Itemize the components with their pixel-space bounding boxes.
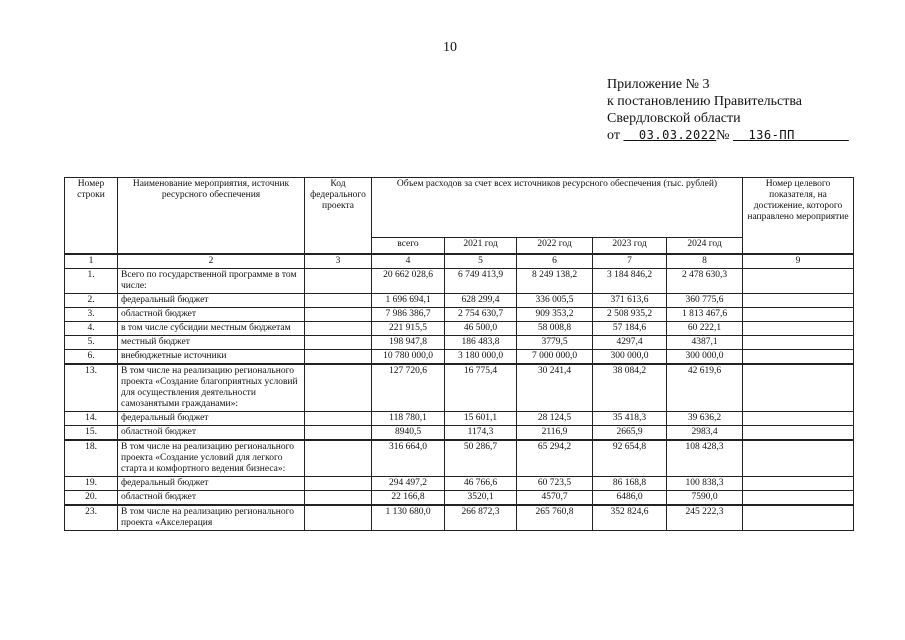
cell-y2023: 2 508 935,2 [593,308,667,322]
cell-y2024: 7590,0 [667,491,743,506]
cell-code [305,322,372,336]
cell-total: 8940,5 [372,426,445,441]
cell-num: 19. [65,477,118,491]
cell-y2022: 336 005,5 [517,294,593,308]
cell-name: федеральный бюджет [118,294,305,308]
header-target: Номер целевого показателя, на достижение, которого направлено мероприятие [743,178,854,255]
cell-y2022: 8 249 138,2 [517,269,593,294]
cell-total: 294 497,2 [372,477,445,491]
cell-total: 1 130 680,0 [372,505,445,531]
cell-num: 14. [65,412,118,426]
cell-y2022: 4570,7 [517,491,593,506]
cell-num: 1. [65,269,118,294]
cell-y2022: 909 353,2 [517,308,593,322]
cell-code [305,336,372,350]
column-number: 6 [517,254,593,269]
cell-y2023: 86 168,8 [593,477,667,491]
cell-y2024: 39 636,2 [667,412,743,426]
cell-target [743,477,854,491]
cell-total: 10 780 000,0 [372,350,445,365]
cell-y2024: 245 222,3 [667,505,743,531]
cell-target [743,426,854,441]
column-number: 4 [372,254,445,269]
table-body [65,269,854,531]
budget-table [64,177,854,531]
cell-y2021: 50 286,7 [445,440,517,477]
cell-y2022: 30 241,4 [517,364,593,412]
cell-name: в том числе субсидии местным бюджетам [118,322,305,336]
cell-target [743,364,854,412]
cell-total: 1 696 694,1 [372,294,445,308]
cell-y2022: 65 294,2 [517,440,593,477]
table-row [65,477,854,491]
cell-code [305,294,372,308]
cell-code [305,308,372,322]
table-row [65,440,854,477]
cell-y2021: 46 766,6 [445,477,517,491]
cell-name: областной бюджет [118,491,305,506]
cell-code [305,505,372,531]
cell-num: 5. [65,336,118,350]
cell-y2024: 1 813 467,6 [667,308,743,322]
cell-y2022: 58 008,8 [517,322,593,336]
cell-y2024: 2983,4 [667,426,743,441]
cell-num: 2. [65,294,118,308]
cell-num: 6. [65,350,118,365]
number-sign: № [716,128,730,143]
table-row [65,322,854,336]
table-row [65,336,854,350]
cell-num: 13. [65,364,118,412]
header-volume: Объем расходов за счет всех источников ресурсного обеспечения (тыс. рублей) [372,178,743,238]
cell-name: В том числе на реализацию регионального проекта «Акселерация [118,505,305,531]
cell-code [305,426,372,441]
cell-y2024: 2 478 630,3 [667,269,743,294]
table-row [65,491,854,506]
cell-name: внебюджетные источники [118,350,305,365]
cell-y2024: 42 619,6 [667,364,743,412]
cell-y2024: 60 222,1 [667,322,743,336]
cell-y2022: 2116,9 [517,426,593,441]
cell-y2023: 6486,0 [593,491,667,506]
cell-num: 18. [65,440,118,477]
cell-num: 23. [65,505,118,531]
cell-y2021: 15 601,1 [445,412,517,426]
cell-y2024: 108 428,3 [667,440,743,477]
header-code: Код федерального проекта [305,178,372,255]
cell-code [305,412,372,426]
table-row [65,350,854,365]
header-row-number: Номер строки [65,178,118,255]
cell-y2021: 266 872,3 [445,505,517,531]
cell-y2023: 3 184 846,2 [593,269,667,294]
cell-target [743,336,854,350]
cell-y2023: 371 613,6 [593,294,667,308]
table-row [65,426,854,441]
column-number: 7 [593,254,667,269]
cell-y2021: 3 180 000,0 [445,350,517,365]
cell-name: областной бюджет [118,308,305,322]
cell-target [743,491,854,506]
cell-y2022: 3779,5 [517,336,593,350]
cell-total: 221 915,5 [372,322,445,336]
cell-y2022: 60 723,5 [517,477,593,491]
column-number: 9 [743,254,854,269]
cell-y2024: 100 838,3 [667,477,743,491]
cell-target [743,412,854,426]
header-2024: 2024 год [667,238,743,255]
cell-y2023: 92 654,8 [593,440,667,477]
resolution-date: 03.03.2022 [638,128,717,142]
cell-y2022: 7 000 000,0 [517,350,593,365]
date-prefix: от [607,128,620,143]
table-row [65,505,854,531]
cell-y2024: 360 775,6 [667,294,743,308]
column-number: 2 [118,254,305,269]
cell-target [743,308,854,322]
cell-y2023: 352 824,6 [593,505,667,531]
table-row [65,412,854,426]
cell-target [743,322,854,336]
cell-num: 3. [65,308,118,322]
cell-y2023: 38 084,2 [593,364,667,412]
cell-total: 20 662 028,6 [372,269,445,294]
cell-name: областной бюджет [118,426,305,441]
cell-total: 118 780,1 [372,412,445,426]
cell-y2021: 186 483,8 [445,336,517,350]
cell-target [743,269,854,294]
cell-target [743,350,854,365]
cell-y2023: 57 184,6 [593,322,667,336]
appendix-title: Приложение № 3 [607,77,710,92]
cell-name: В том числе на реализацию регионального проекта «Создание благоприятных условий для осуществления деятельности самозанятыми гражданами»: [118,364,305,412]
header-name: Наименование мероприятия, источник ресурсного обеспечения [118,178,305,255]
cell-code [305,477,372,491]
header-2022: 2022 год [517,238,593,255]
cell-y2023: 35 418,3 [593,412,667,426]
cell-name: федеральный бюджет [118,477,305,491]
column-number: 8 [667,254,743,269]
cell-num: 20. [65,491,118,506]
appendix-region: Свердловской области [607,111,741,126]
cell-code [305,440,372,477]
cell-num: 4. [65,322,118,336]
cell-code [305,269,372,294]
column-number: 1 [65,254,118,269]
appendix-date-line [607,127,849,144]
cell-total: 198 947,8 [372,336,445,350]
table-row [65,294,854,308]
cell-target [743,505,854,531]
cell-num: 15. [65,426,118,441]
cell-name: Всего по государственной программе в том числе: [118,269,305,294]
cell-y2021: 2 754 630,7 [445,308,517,322]
column-number: 5 [445,254,517,269]
resolution-number: 136-ПП [748,128,795,142]
cell-code [305,350,372,365]
cell-y2022: 265 760,8 [517,505,593,531]
cell-y2021: 46 500,0 [445,322,517,336]
header-total: всего [372,238,445,255]
cell-target [743,294,854,308]
cell-total: 7 986 386,7 [372,308,445,322]
cell-code [305,491,372,506]
column-number-row [65,254,854,269]
cell-y2023: 300 000,0 [593,350,667,365]
cell-total: 316 664,0 [372,440,445,477]
appendix-resolution: к постановлению Правительства [607,94,803,109]
table-row [65,364,854,412]
cell-name: В том числе на реализацию регионального проекта «Создание условий для легкого старта и комфортного ведения бизнеса»: [118,440,305,477]
appendix-block [607,76,849,144]
cell-y2021: 1174,3 [445,426,517,441]
page-number: 10 [443,40,457,55]
cell-y2021: 628 299,4 [445,294,517,308]
cell-y2021: 3520,1 [445,491,517,506]
cell-y2023: 4297,4 [593,336,667,350]
cell-y2023: 2665,9 [593,426,667,441]
column-number: 3 [305,254,372,269]
cell-code [305,364,372,412]
cell-total: 127 720,6 [372,364,445,412]
cell-y2021: 16 775,4 [445,364,517,412]
cell-name: федеральный бюджет [118,412,305,426]
header-2023: 2023 год [593,238,667,255]
cell-y2022: 28 124,5 [517,412,593,426]
cell-total: 22 166,8 [372,491,445,506]
cell-target [743,440,854,477]
cell-name: местный бюджет [118,336,305,350]
table-row [65,269,854,294]
cell-y2024: 300 000,0 [667,350,743,365]
cell-y2024: 4387,1 [667,336,743,350]
table-row [65,308,854,322]
header-2021: 2021 год [445,238,517,255]
cell-y2021: 6 749 413,9 [445,269,517,294]
